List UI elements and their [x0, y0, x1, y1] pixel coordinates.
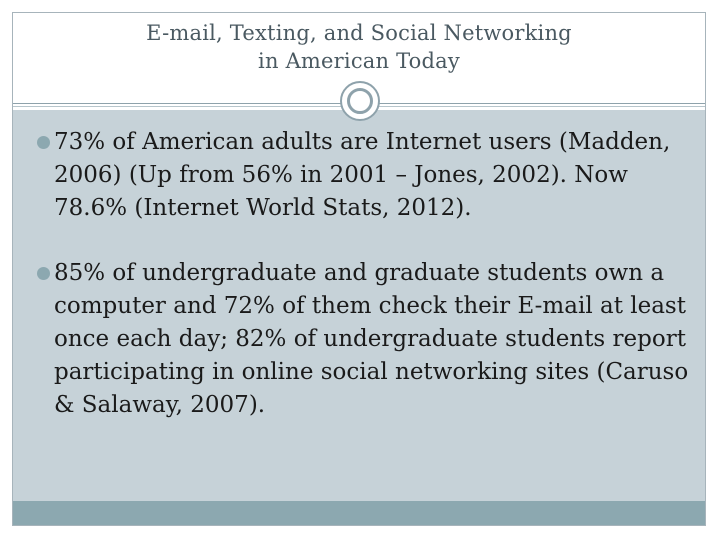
bullet-dot-icon — [37, 267, 50, 280]
footer-bar — [13, 501, 705, 525]
bullet-item-2 — [35, 257, 695, 422]
ring-ornament-icon — [340, 81, 380, 121]
bullet-text-1: 73% of American adults are Internet users (Madden, 2006) (Up from 56% in 2001 – Jones, 2002). Now 78.6% (Internet World Stats, 2012). — [54, 129, 671, 221]
slide — [12, 12, 706, 526]
ring-ornament-inner — [347, 88, 373, 114]
bullet-text-2: 85% of undergraduate and graduate students own a computer and 72% of them check their E-mail at least once each day; 82% of undergraduate students report participating in online social networking sites (Caruso & Salaway, 2007). — [54, 260, 689, 418]
bullet-list — [35, 126, 695, 454]
bullet-item-1 — [35, 126, 695, 225]
bullet-dot-icon — [37, 136, 50, 149]
slide-title-line-2: in American Today — [258, 49, 460, 73]
slide-title-line-1: E-mail, Texting, and Social Networking — [146, 21, 572, 45]
